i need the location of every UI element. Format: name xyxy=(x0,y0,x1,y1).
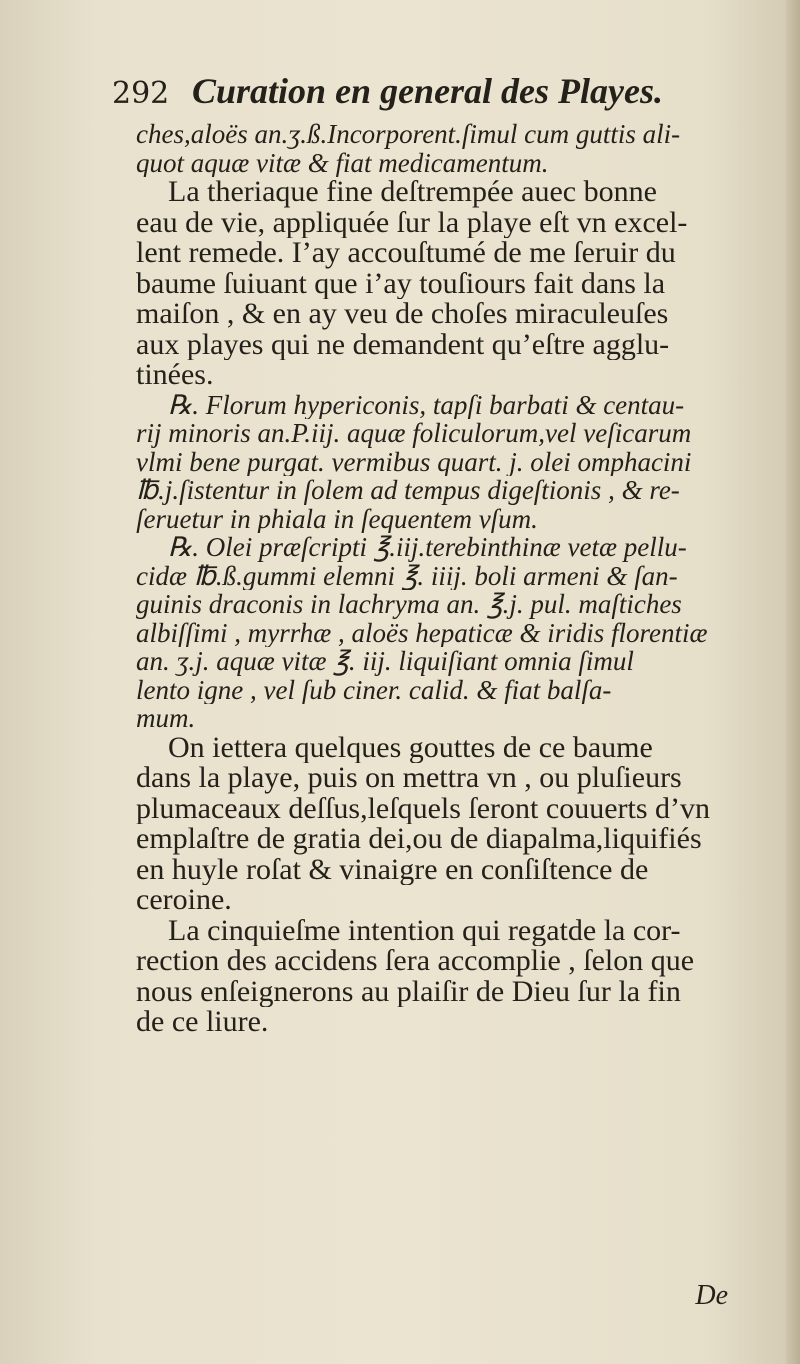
recipe-paragraph-1 xyxy=(136,391,738,534)
text-line: de ce liure. xyxy=(136,1007,269,1038)
text-line: nous enſeignerons au plaiſir de Dieu ſur la fin xyxy=(136,976,681,1007)
text-line: On iettera quelques gouttes de ce baume xyxy=(168,732,653,763)
french-paragraph-1 xyxy=(136,177,738,391)
text-line: cidæ ℔.ß.gummi elemni ℥. iiij. boli armeni & ſan- xyxy=(136,561,678,590)
running-title: Curation en general des Playes. xyxy=(192,71,664,111)
text-line: tinées. xyxy=(136,360,214,391)
text-line: vlmi bene purgat. vermibus quart. j. olei omphacini xyxy=(136,447,692,476)
text-line: baume ſuiuant que i’ay touſiours fait dans la xyxy=(136,268,666,299)
text-line: mum. xyxy=(136,704,196,733)
catchword: De xyxy=(695,1280,728,1311)
text-line: ℞. Olei præſcripti ℥.iij.terebinthinæ vetæ pellu- xyxy=(168,533,687,562)
french-paragraph-2 xyxy=(136,733,738,916)
text-line: lento igne , vel ſub ciner. calid. & fiat balſa- xyxy=(136,675,612,704)
page-edge xyxy=(786,0,800,1364)
recipe-paragraph-2 xyxy=(136,533,738,733)
text-line: emplaſtre de gratia dei,ou de diapalma,liquifiés xyxy=(136,824,702,855)
text-line: lent remede. I’ay accouſtumé de me ſeruir du xyxy=(136,238,676,269)
page-header xyxy=(112,70,738,120)
text-line: ſeruetur in phiala in ſequentem vſum. xyxy=(136,504,538,533)
text-line: an. ʒ.j. aquæ vitæ ℥. iij. liquiſiant omnia ſimul xyxy=(136,647,634,676)
text-line: ℔.j.ſistentur in ſolem ad tempus digeſtionis , & re- xyxy=(136,476,680,505)
text-line: guinis draconis in lachryma an. ℥.j. pul. maſtiches xyxy=(136,590,682,619)
text-line: La theriaque fine deſtrempée auec bonne xyxy=(168,177,657,208)
text-line: ℞. Florum hypericonis, tapſi barbati & centau- xyxy=(168,390,685,419)
text-line: quot aquæ vitæ & fiat medicamentum. xyxy=(136,148,549,177)
text-line: en huyle roſat & vinaigre en conſiſtence de xyxy=(136,854,649,885)
french-paragraph-3 xyxy=(136,916,738,1038)
text-line: dans la playe, puis on mettra vn , ou pluſieurs xyxy=(136,763,682,794)
latin-paragraph-1 xyxy=(136,120,738,177)
text-line: ceroine. xyxy=(136,885,232,916)
text-line: eau de vie, appliquée ſur la playe eſt vn excel- xyxy=(136,207,688,238)
text-line: aux playes qui ne demandent qu’eſtre agglu- xyxy=(136,329,670,360)
page-number: 292 xyxy=(112,76,170,111)
text-line: plumaceaux deſſus,leſquels ſeront couuerts d’vn xyxy=(136,793,710,824)
text-line: ches,aloës an.ʒ.ß.Incorporent.ſimul cum guttis ali- xyxy=(136,120,681,149)
text-column xyxy=(112,70,738,1038)
text-line: albiſſimi , myrrhæ , aloës hepaticæ & iridis florentiæ xyxy=(136,618,708,647)
text-line: rij minoris an.P.iij. aquæ foliculorum,vel veſicarum xyxy=(136,419,692,448)
text-line: maiſon , & en ay veu de choſes miraculeuſes xyxy=(136,299,669,330)
text-line: rection des accidens ſera accomplie , ſelon que xyxy=(136,946,695,977)
text-line: La cinquieſme intention qui regatde la cor- xyxy=(168,915,681,946)
